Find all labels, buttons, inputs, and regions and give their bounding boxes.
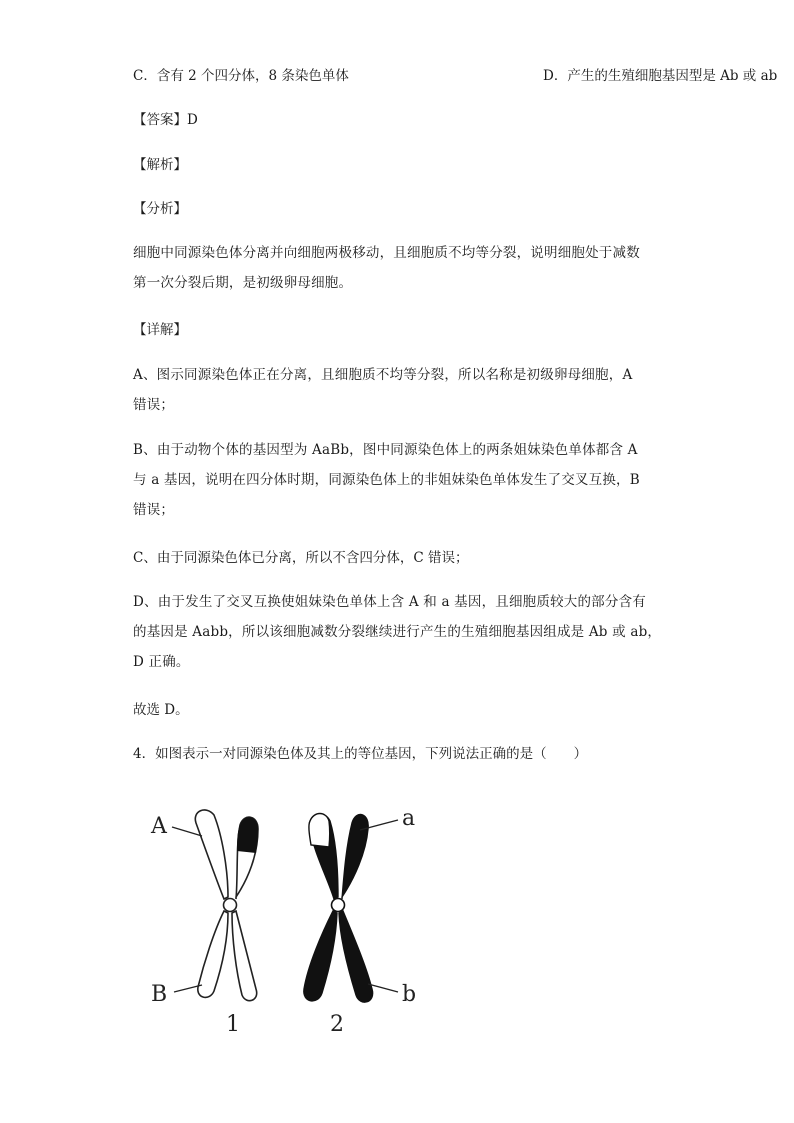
answer-line: 【答案】D: [133, 112, 198, 128]
chromosome-1-dark-band: [237, 817, 258, 853]
gene-label-A: A: [151, 814, 167, 839]
chromosome-1-lower-right-arm: [232, 911, 257, 1001]
fenxi-heading: 【分析】: [133, 201, 187, 217]
option-row: [133, 66, 778, 86]
fenxi-line-1: 细胞中同源染色体分离并向细胞两极移动，且细胞质不均等分裂，说明细胞处于减数: [133, 245, 640, 261]
chromosome-2-centromere: [332, 899, 345, 912]
fenxi-line-2: 第一次分裂后期，是初级卵母细胞。: [133, 275, 353, 291]
question-4: 4．如图表示一对同源染色体及其上的等位基因，下列说法正确的是（ ）: [133, 746, 588, 762]
detail-a-line-1: A、图示同源染色体正在分离，且细胞质不均等分裂，所以名称是初级卵母细胞，A: [133, 367, 633, 383]
detail-b-line-3: 错误；: [133, 502, 175, 518]
analysis-heading: 【解析】: [133, 157, 187, 173]
chromosome-2-lower-left-arm: [304, 911, 337, 1001]
chromosome-number-1: 1: [226, 1012, 240, 1037]
conclusion-line: 故选 D。: [133, 702, 189, 718]
detail-d-line-1: D、由于发生了交叉互换使姐妹染色单体上含 A 和 a 基因，且细胞质较大的部分含有: [133, 594, 646, 610]
detail-d-line-2: 的基因是 Aabb，所以该细胞减数分裂继续进行产生的生殖细胞基因组成是 Ab 或 ab，: [133, 624, 662, 640]
detail-b-line-1: B、由于动物个体的基因型为 AaBb，图中同源染色体上的两条姐妹染色单体都含 A: [133, 442, 638, 458]
chromosome-1-lower-left-arm: [198, 911, 228, 997]
chromosome-2: [304, 814, 373, 1003]
chromosome-1: [195, 810, 258, 1001]
gene-label-B: B: [151, 982, 168, 1007]
detail-a-line-2: 错误；: [133, 397, 175, 413]
detail-heading: 【详解】: [133, 322, 187, 338]
gene-label-b: b: [402, 982, 417, 1007]
chromosome-number-2: 2: [330, 1012, 344, 1037]
chromosome-figure: [140, 800, 440, 1050]
option-c: C．含有 2 个四分体，8 条染色单体: [133, 68, 349, 84]
chromosome-1-centromere: [224, 899, 237, 912]
fenxi-paragraph: [133, 238, 663, 298]
gene-label-a: a: [402, 806, 416, 831]
detail-b-paragraph: [133, 435, 663, 525]
chromosome-2-light-band: [309, 814, 330, 848]
detail-a-paragraph: [133, 360, 663, 420]
detail-c-line: C、由于同源染色体已分离，所以不含四分体，C 错误；: [133, 550, 469, 566]
detail-d-line-3: D 正确。: [133, 654, 190, 670]
option-d: D．产生的生殖细胞基因型是 Ab 或 ab: [543, 68, 778, 84]
detail-b-line-2: 与 a 基因，说明在四分体时期，同源染色体上的非姐妹染色单体发生了交叉互换，B: [133, 472, 640, 488]
detail-d-paragraph: [133, 587, 663, 677]
chromosome-2-upper-right-arm: [342, 814, 368, 899]
chromosome-1-upper-left-arm: [195, 810, 228, 899]
chromosome-2-lower-right-arm: [339, 911, 373, 1002]
